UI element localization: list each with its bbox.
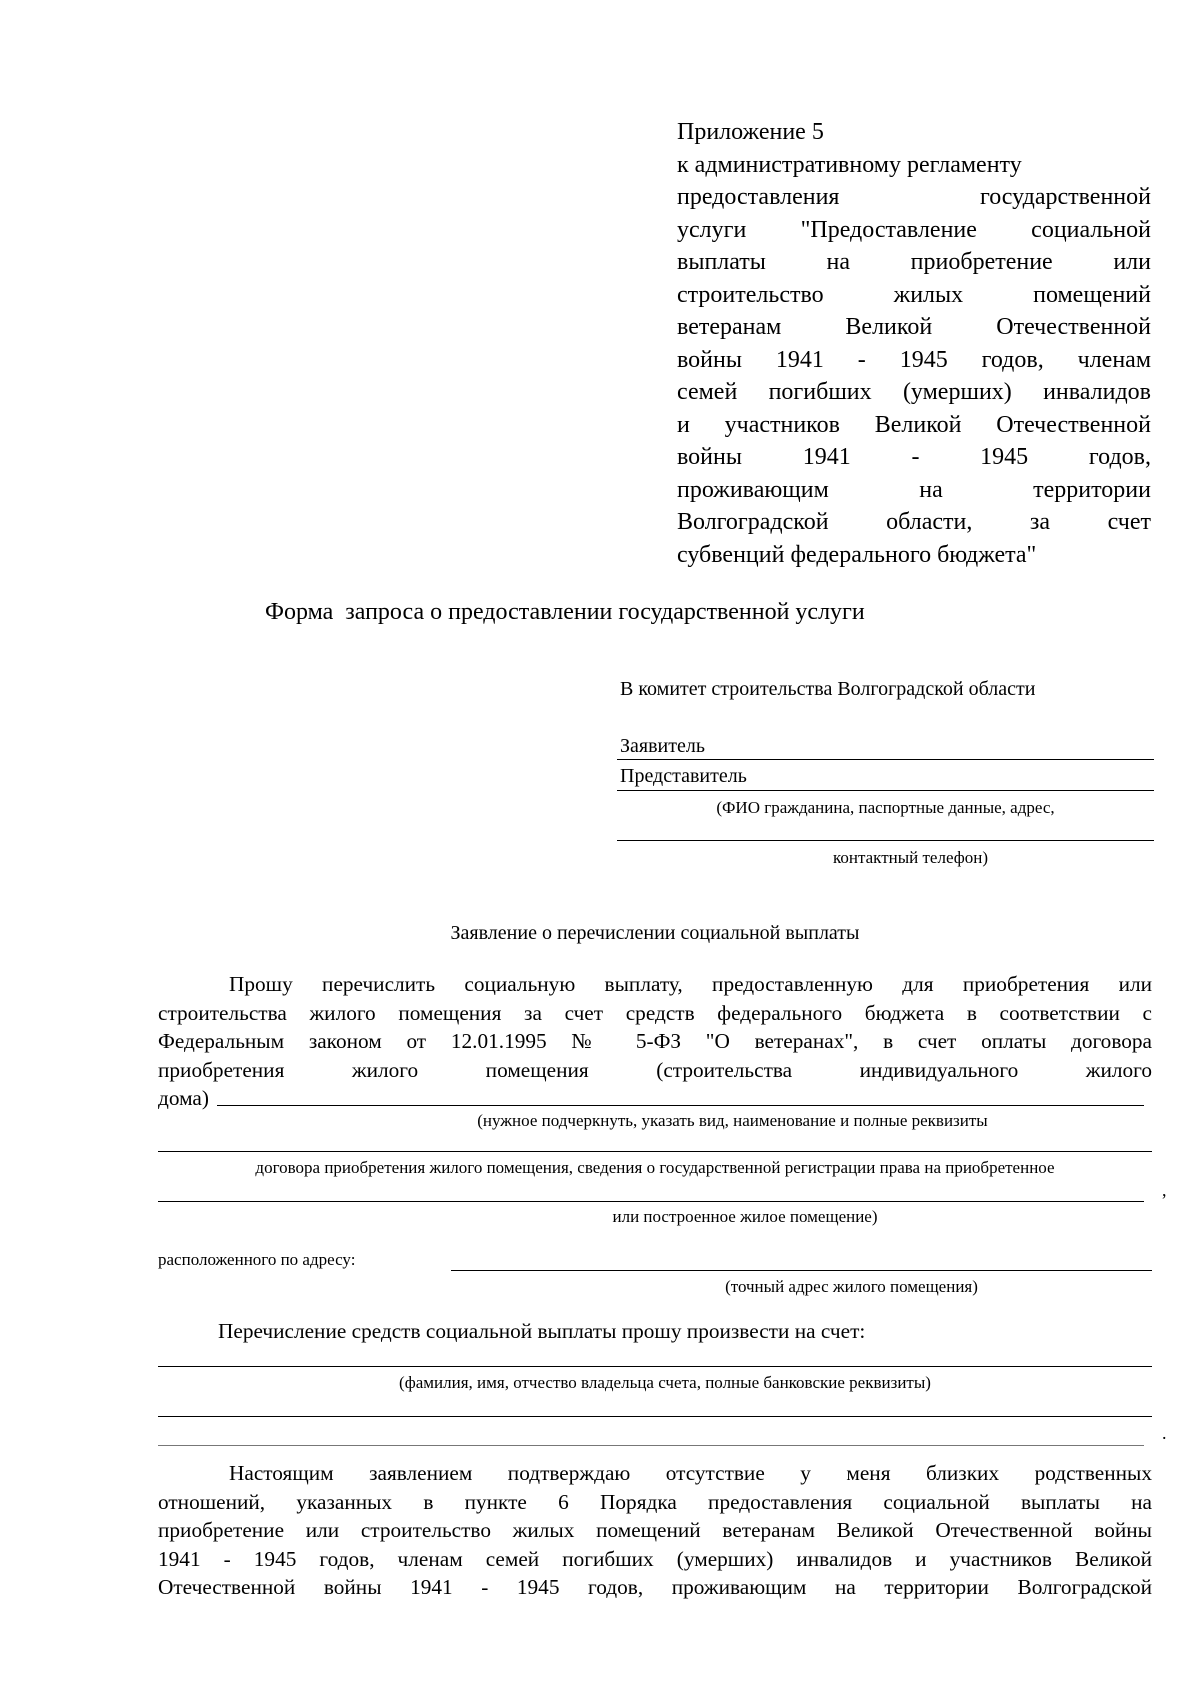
trailing-period: . bbox=[1162, 1423, 1167, 1443]
appendix-block bbox=[677, 116, 1151, 571]
paragraph-line: Федеральным законом от 12.01.1995 № 5-ФЗ "О ветеранах", в счет оплаты договора bbox=[158, 1029, 1152, 1053]
appendix-line: выплаты на приобретение или bbox=[677, 249, 1151, 275]
appendix-line: и участников Великой Отечественной bbox=[677, 411, 1151, 438]
account-extra-line[interactable] bbox=[158, 1445, 1144, 1446]
applicant-label: Заявитель bbox=[620, 735, 705, 757]
address-caption: (точный адрес жилого помещения) bbox=[725, 1277, 978, 1296]
appendix-line: предоставления государственной bbox=[677, 184, 1151, 210]
paragraph-line: приобретение или строительство жилых помещений ветеранам Великой Отечественной войны bbox=[158, 1518, 1152, 1542]
paragraph-line: Прошу перечислить социальную выплату, предоставленную для приобретения или bbox=[229, 972, 1152, 996]
paragraph-line: строительства жилого помещения за счет средств федерального бюджета в соответствии с bbox=[158, 1000, 1152, 1025]
paragraph-line: Отечественной войны 1941 - 1945 годов, проживающим на территории Волгоградской bbox=[158, 1575, 1152, 1599]
appendix-line: субвенций федерального бюджета" bbox=[677, 541, 1037, 568]
representative-details-line[interactable] bbox=[617, 840, 1154, 841]
account-line[interactable] bbox=[158, 1366, 1152, 1367]
account-caption: (фамилия, имя, отчество владельца счета, полные банковские реквизиты) bbox=[399, 1373, 931, 1392]
representative-label: Представитель bbox=[620, 765, 747, 787]
representative-caption: (ФИО гражданина, паспортные данные, адрес, bbox=[716, 798, 1055, 817]
appendix-line: к административному регламенту bbox=[677, 151, 1022, 178]
contract-registration-line[interactable] bbox=[158, 1201, 1144, 1202]
paragraph-line: дома) bbox=[158, 1086, 209, 1110]
trailing-comma: , bbox=[1162, 1180, 1167, 1200]
confirmation-paragraph bbox=[158, 1459, 1152, 1602]
appendix-line: войны 1941 - 1945 годов, членам bbox=[677, 346, 1151, 373]
appendix-line: проживающим на территории bbox=[677, 476, 1151, 503]
paragraph-line: отношений, указанных в пункте 6 Порядка предоставления социальной выплаты на bbox=[158, 1489, 1152, 1514]
contract-caption: или построенное жилое помещение) bbox=[612, 1207, 878, 1226]
representative-line[interactable] bbox=[617, 790, 1154, 791]
appendix-line: ветеранам Великой Отечественной bbox=[677, 314, 1151, 340]
address-label: расположенного по адресу: bbox=[158, 1250, 356, 1269]
applicant-line[interactable] bbox=[617, 759, 1154, 760]
contract-line[interactable] bbox=[217, 1105, 1144, 1106]
paragraph-line: 1941 - 1945 годов, членам семей погибших (умерших) инвалидов и участников Великой bbox=[158, 1546, 1152, 1571]
appendix-line: строительство жилых помещений bbox=[677, 281, 1151, 308]
contract-caption: (нужное подчеркнуть, указать вид, наименование и полные реквизиты bbox=[477, 1111, 988, 1130]
contact-caption: контактный телефон) bbox=[833, 848, 988, 867]
address-line[interactable] bbox=[451, 1270, 1152, 1271]
contract-caption: договора приобретения жилого помещения, сведения о государственной регистрации права на приобретенное bbox=[255, 1158, 1055, 1177]
appendix-line: Волгоградской области, за счет bbox=[677, 509, 1151, 535]
appendix-line: войны 1941 - 1945 годов, bbox=[677, 444, 1151, 470]
request-paragraph bbox=[158, 970, 1152, 1113]
transfer-text: Перечисление средств социальной выплаты прошу произвести на счет: bbox=[218, 1319, 866, 1343]
account-details-line[interactable] bbox=[158, 1416, 1152, 1417]
form-heading: Форма запроса о предоставлении государственной услуги bbox=[265, 599, 865, 625]
appendix-line: услуги "Предоставление социальной bbox=[677, 216, 1151, 243]
paragraph-line: приобретения жилого помещения (строительства индивидуального жилого bbox=[158, 1057, 1152, 1082]
addressee-to: В комитет строительства Волгоградской области bbox=[620, 678, 1036, 700]
contract-details-line[interactable] bbox=[158, 1151, 1152, 1152]
paragraph-line: Настоящим заявлением подтверждаю отсутствие у меня близких родственных bbox=[229, 1461, 1152, 1485]
appendix-line: семей погибших (умерших) инвалидов bbox=[677, 379, 1151, 405]
statement-title: Заявление о перечислении социальной выплаты bbox=[450, 922, 860, 944]
appendix-title: Приложение 5 bbox=[677, 119, 824, 145]
